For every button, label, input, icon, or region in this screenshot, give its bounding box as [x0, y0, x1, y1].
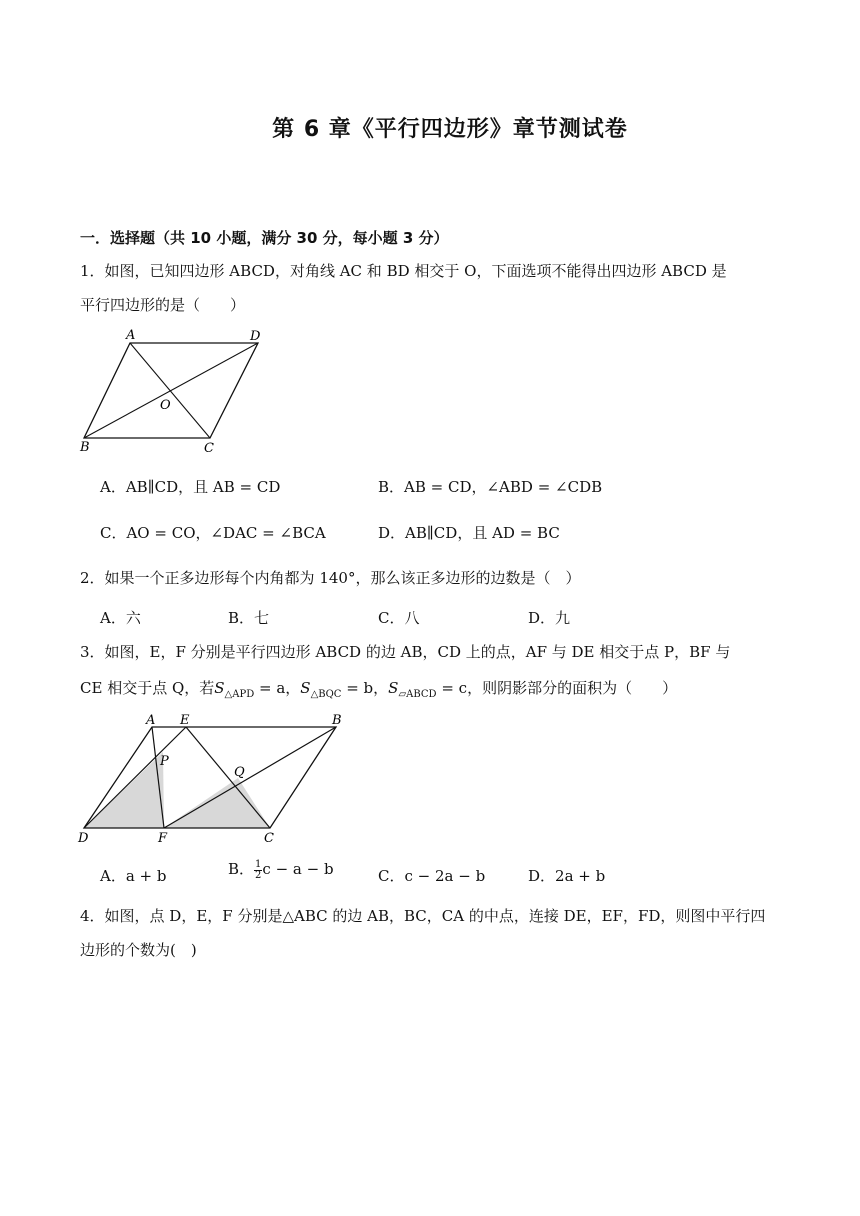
area-value-a: = a，: [254, 679, 301, 697]
label-a: A: [146, 713, 156, 728]
question-4-line-1: 4．如图，点 D，E，F 分别是△ABC 的边 AB，BC，CA 的中点，连接 DE，EF，FD，则图中平行四: [80, 907, 766, 925]
area-symbol-2: S: [300, 679, 311, 697]
question-3-option-c[interactable]: C．c − 2a − b: [378, 867, 486, 885]
label-c: C: [264, 831, 274, 846]
question-3-line-2: [80, 677, 677, 706]
label-b: B: [80, 440, 90, 455]
figure-parallelogram-abcd: [74, 326, 274, 456]
label-a: A: [126, 328, 136, 343]
question-4-line-2: 边形的个数为( ): [80, 941, 197, 959]
page-title: 第 6 章《平行四边形》章节测试卷: [272, 117, 628, 142]
fraction-numerator: 1: [255, 858, 262, 870]
label-q: Q: [234, 765, 245, 780]
label-c: C: [204, 441, 214, 456]
question-2-option-c[interactable]: C．八: [378, 609, 420, 627]
diagonal-bd: [84, 343, 258, 438]
question-3-option-b[interactable]: [228, 858, 334, 881]
question-2-option-a[interactable]: A．六: [100, 609, 141, 627]
area-symbol-3: S: [388, 679, 399, 697]
fraction-denominator: 2: [255, 869, 262, 881]
question-1-option-b[interactable]: B．AB = CD，∠ABD = ∠CDB: [378, 478, 603, 496]
question-1-option-c[interactable]: C．AO = CO，∠DAC = ∠BCA: [100, 524, 326, 542]
question-2-option-b[interactable]: B．七: [228, 609, 270, 627]
question-3-option-a[interactable]: A．a + b: [100, 867, 167, 885]
label-o: O: [160, 398, 171, 413]
shaded-triangle-right: [164, 778, 270, 828]
question-1-line-1: 1．如图，已知四边形 ABCD，对角线 AC 和 BD 相交于 O，下面选项不能得出四边形 ABCD 是: [80, 262, 727, 280]
label-b: B: [332, 713, 342, 728]
question-3-line-2-pre: CE 相交于点 Q，若: [80, 679, 215, 697]
option-b-rest: c − a − b: [262, 860, 334, 878]
area-subscript-bqc: △BQC: [310, 689, 342, 700]
label-e: E: [180, 713, 190, 728]
figure-parallelogram-shaded: [74, 710, 354, 850]
question-3-option-d[interactable]: D．2a + b: [528, 867, 606, 885]
area-subscript-apd: △APD: [224, 689, 255, 700]
area-value-c: = c，: [436, 679, 483, 697]
question-2-option-d[interactable]: D．九: [528, 609, 571, 627]
question-3-line-2-post: 则阴影部分的面积为（ ）: [482, 679, 678, 697]
label-d: D: [250, 329, 261, 344]
area-symbol-1: S: [214, 679, 225, 697]
option-b-prefix: B．: [228, 860, 255, 878]
question-2-line-1: 2．如果一个正多边形每个内角都为 140°，那么该正多边形的边数是（ ）: [80, 569, 581, 587]
question-1-option-a[interactable]: A．AB∥CD，且 AB = CD: [100, 478, 281, 496]
area-value-b: = b，: [341, 679, 389, 697]
label-p: P: [160, 754, 169, 769]
area-subscript-abcd: ▱ABCD: [398, 689, 437, 700]
label-d: D: [78, 831, 89, 846]
label-f: F: [158, 831, 168, 846]
question-1-option-d[interactable]: D．AB∥CD，且 AD = BC: [378, 524, 560, 542]
question-1-line-2: 平行四边形的是（ ）: [80, 296, 246, 314]
section-heading: 一．选择题（共 10 小题，满分 30 分，每小题 3 分）: [80, 229, 449, 247]
question-3-line-1: 3．如图，E，F 分别是平行四边形 ABCD 的边 AB，CD 上的点，AF 与 DE 相交于点 P，BF 与: [80, 643, 731, 661]
